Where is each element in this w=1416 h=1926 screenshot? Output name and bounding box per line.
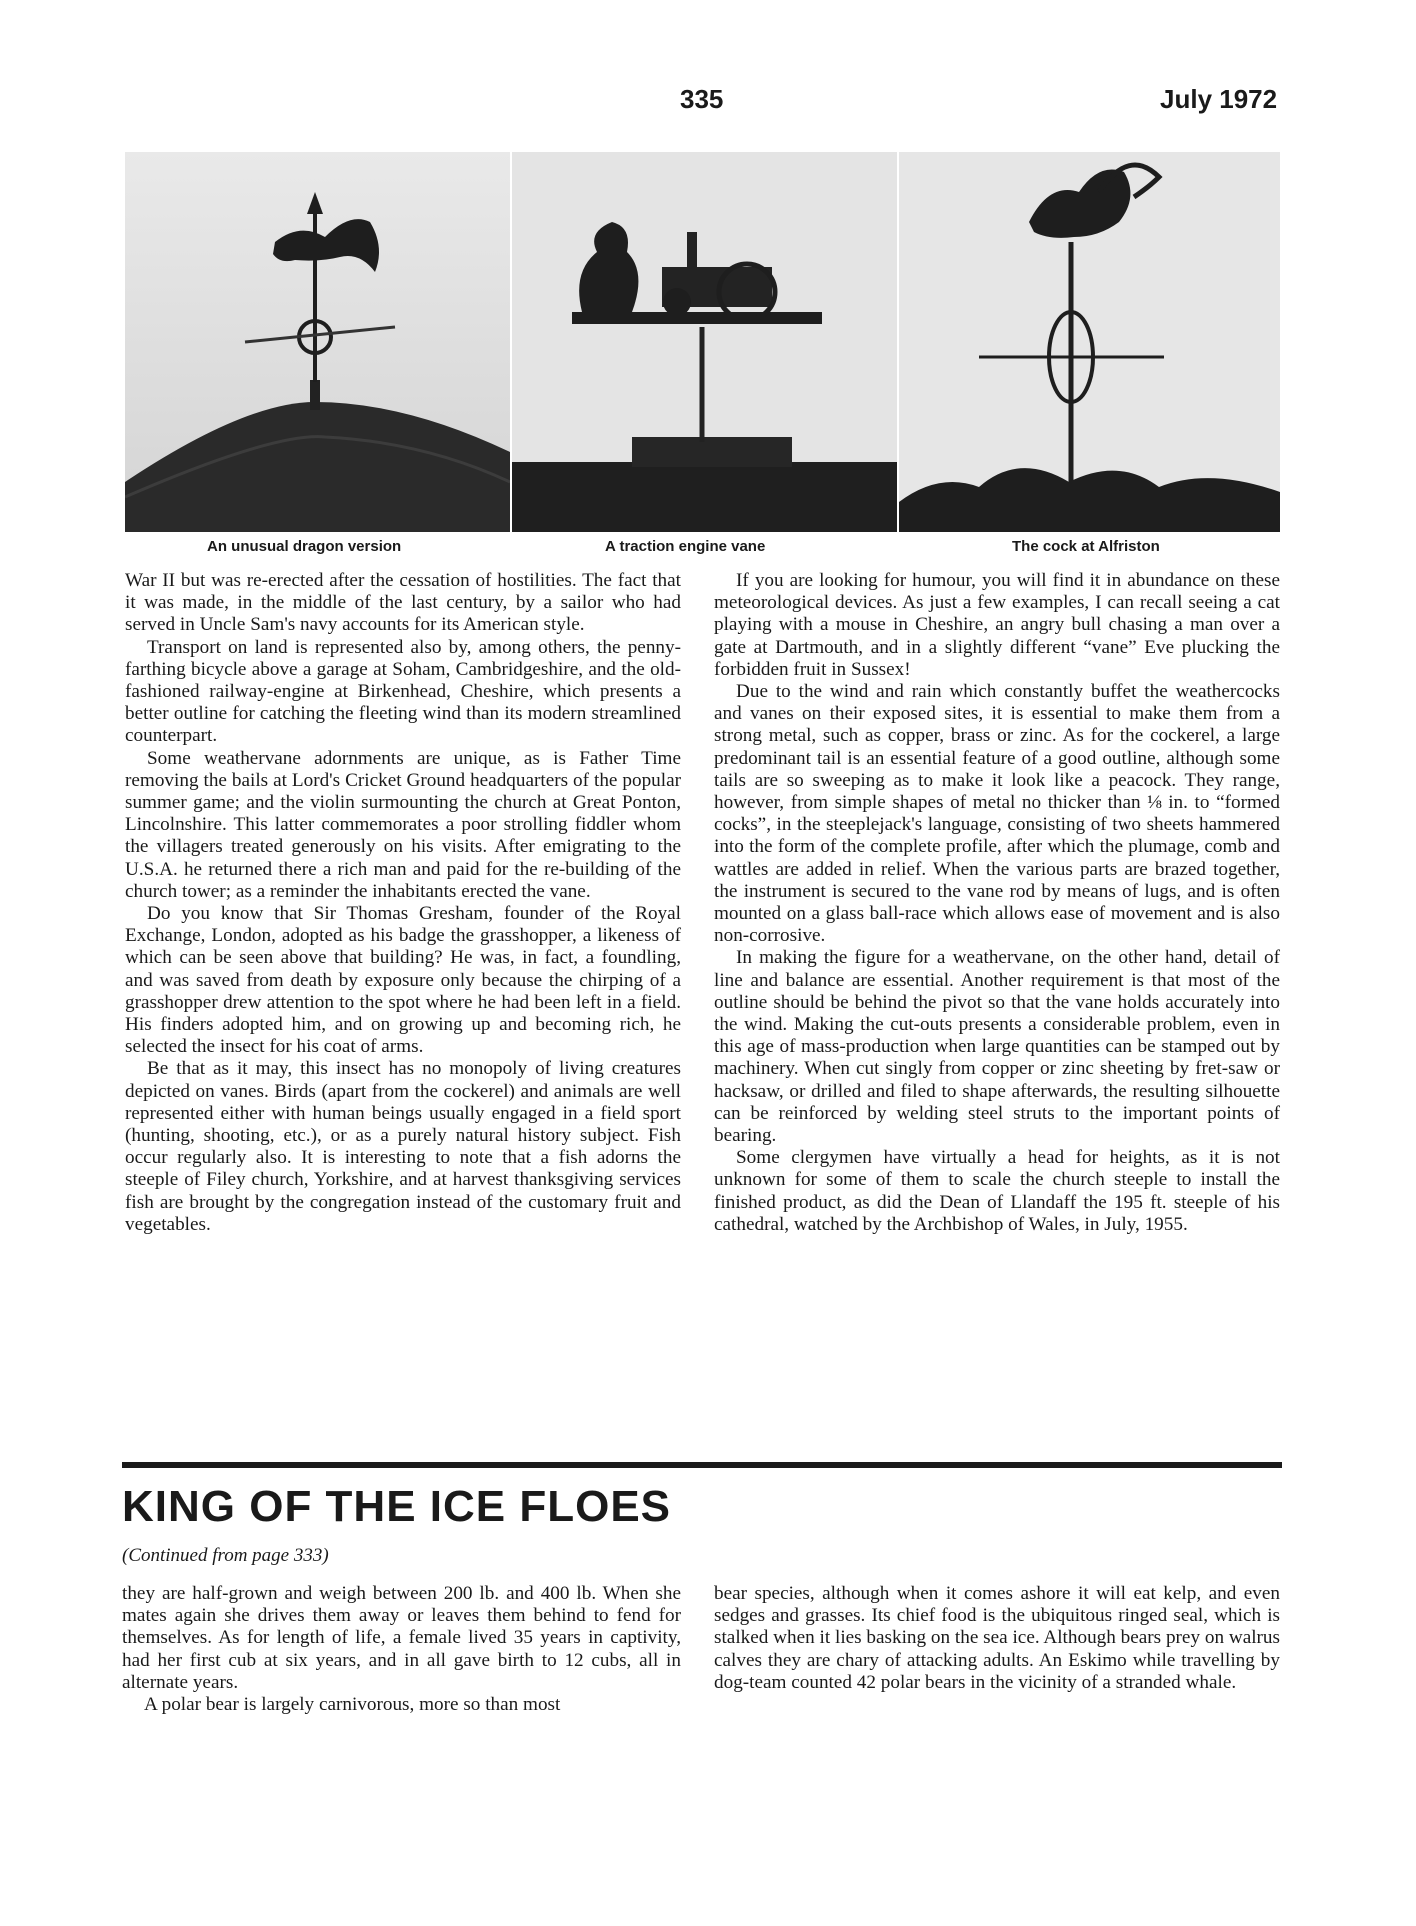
article2-headline: KING OF THE ICE FLOES bbox=[122, 1482, 672, 1531]
paragraph: Be that as it may, this insect has no monopoly of living creatures depicted on vanes. Birds (apart from the cockerel) and animals are well represented either with human beings usually engaged in a field sport (hunting, shooting, etc.), or as a purely natural history subject. Fish occur regularly also. It is interesting to note that a fish adorns the steeple of Filey church, Yorkshire, and at harvest thanksgiving services fish are brought by the congregation instead of the customary fruit and vegetables. bbox=[125, 1058, 681, 1235]
paragraph: If you are looking for humour, you will find it in abundance on these meteorological devices. As just a few examples, I can recall seeing a cat playing with a mouse in Cheshire, an angry bull chasing a man over a gate at Dartmouth, and in a slightly different “vane” Eve plucking the forbidden fruit in Sussex! bbox=[714, 570, 1280, 680]
page-number: 335 bbox=[680, 84, 724, 114]
paragraph: they are half-grown and weigh between 200 lb. and 400 lb. When she mates again she drives them away or leaves them behind to fend for themselves. As for length of life, a female lived 35 years in captivity, had her first cub at six years, and in all gave birth to 12 cubs, all in alternate years. bbox=[122, 1583, 681, 1693]
caption-dragon: An unusual dragon version bbox=[207, 538, 402, 555]
continued-note: (Continued from page 333) bbox=[122, 1545, 329, 1566]
paragraph: Due to the wind and rain which constantly buffet the weathercocks and vanes on their exposed sites, it is essential to make them from a strong metal, such as copper, brass or zinc. As for the cockerel, a large predominant tail is an essential feature of a good outline, although some tails are so sweeping as to make it look like a peacock. They range, however, from simple shapes of metal no thicker than ⅛ in. to “formed cocks”, in the steeplejack's language, consisting of two sheets hammered into the form of the complete profile, after which the plumage, comb and wattles are added in relief. When the various parts are brazed together, the instrument is secured to the vane rod by means of lugs, and is often mounted on a glass ball-race which allows ease of movement and is also non-corrosive. bbox=[714, 681, 1280, 947]
dragon-vane-photo bbox=[125, 152, 510, 532]
paragraph: Do you know that Sir Thomas Gresham, founder of the Royal Exchange, London, adopted as his badge the grasshopper, a likeness of which can be seen above that building? He was, in fact, a foundling, and was saved from death by exposure only because the chirping of a grasshopper drew attention to the spot where he had been left in a field. His finders adopted him, and on growing up and becoming rich, he selected the insect for his coat of arms. bbox=[125, 903, 681, 1058]
paragraph: War II but was re-erected after the cessation of hostilities. The fact that it was made, in the middle of the last century, by a sailor who had served in Uncle Sam's navy accounts for its American style. bbox=[125, 570, 681, 636]
cock-vane-photo bbox=[899, 152, 1280, 532]
paragraph: Transport on land is represented also by, among others, the penny-farthing bicycle above a garage at Soham, Cambridgeshire, and the old-fashioned railway-engine at Birkenhead, Cheshire, which presents a better outline for catching the fleeting wind than its modern streamlined counterpart. bbox=[125, 636, 681, 747]
section-divider bbox=[122, 1462, 1282, 1468]
paragraph: bear species, although when it comes ashore it will eat kelp, and even sedges and grasses. Its chief food is the ubiquitous ringed seal, which is stalked when it lies basking on the sea ice. Although bears prey on walrus calves they are chary of attacking adults. An Eskimo while travelling by dog-team counted 42 polar bears in the vicinity of a stranded whale. bbox=[714, 1583, 1280, 1693]
traction-engine-vane-photo bbox=[512, 152, 897, 532]
paragraph: In making the figure for a weathervane, on the other hand, detail of line and balance are essential. Another requirement is that most of the outline should be behind the pivot so that the vane holds accurately into the wind. Making the cut-outs presents a considerable problem, even in this age of mass-production when large quantities can be stamped out by machinery. When cut singly from copper or zinc sheeting by fret-saw or hacksaw, or drilled and filed to shape afterwards, the resulting silhouette can be reinforced by welding steel struts to the important points of bearing. bbox=[714, 947, 1280, 1147]
photo-captions bbox=[125, 538, 1280, 562]
article1-right-column bbox=[714, 570, 1280, 1236]
caption-traction-engine: A traction engine vane bbox=[605, 538, 766, 555]
article2-right-column bbox=[714, 1583, 1280, 1694]
paragraph: Some clergymen have virtually a head for heights, as it is not unknown for some of them to scale the church steeple to install the finished product, as did the Dean of Llandaff the 195 ft. steeple of his cathedral, watched by the Archbishop of Wales, in July, 1955. bbox=[714, 1147, 1280, 1235]
article1-left-column bbox=[125, 570, 681, 1236]
photo-strip bbox=[125, 152, 1280, 532]
paragraph: A polar bear is largely carnivorous, more so than most bbox=[144, 1694, 561, 1716]
paragraph: Some weathervane adornments are unique, as is Father Time removing the bails at Lord's Cricket Ground headquarters of the popular summer game; and the violin surmounting the church at Great Ponton, Lincolnshire. This latter commemorates a poor strolling fiddler whom the villagers treated generously on his visits. After emigrating to the U.S.A. he returned there a rich man and paid for the re-building of the church tower; as a reminder the inhabitants erected the vane. bbox=[125, 747, 681, 902]
caption-cock: The cock at Alfriston bbox=[1012, 538, 1160, 555]
article2-left-column bbox=[122, 1583, 681, 1716]
issue-date: July 1972 bbox=[1160, 84, 1278, 114]
